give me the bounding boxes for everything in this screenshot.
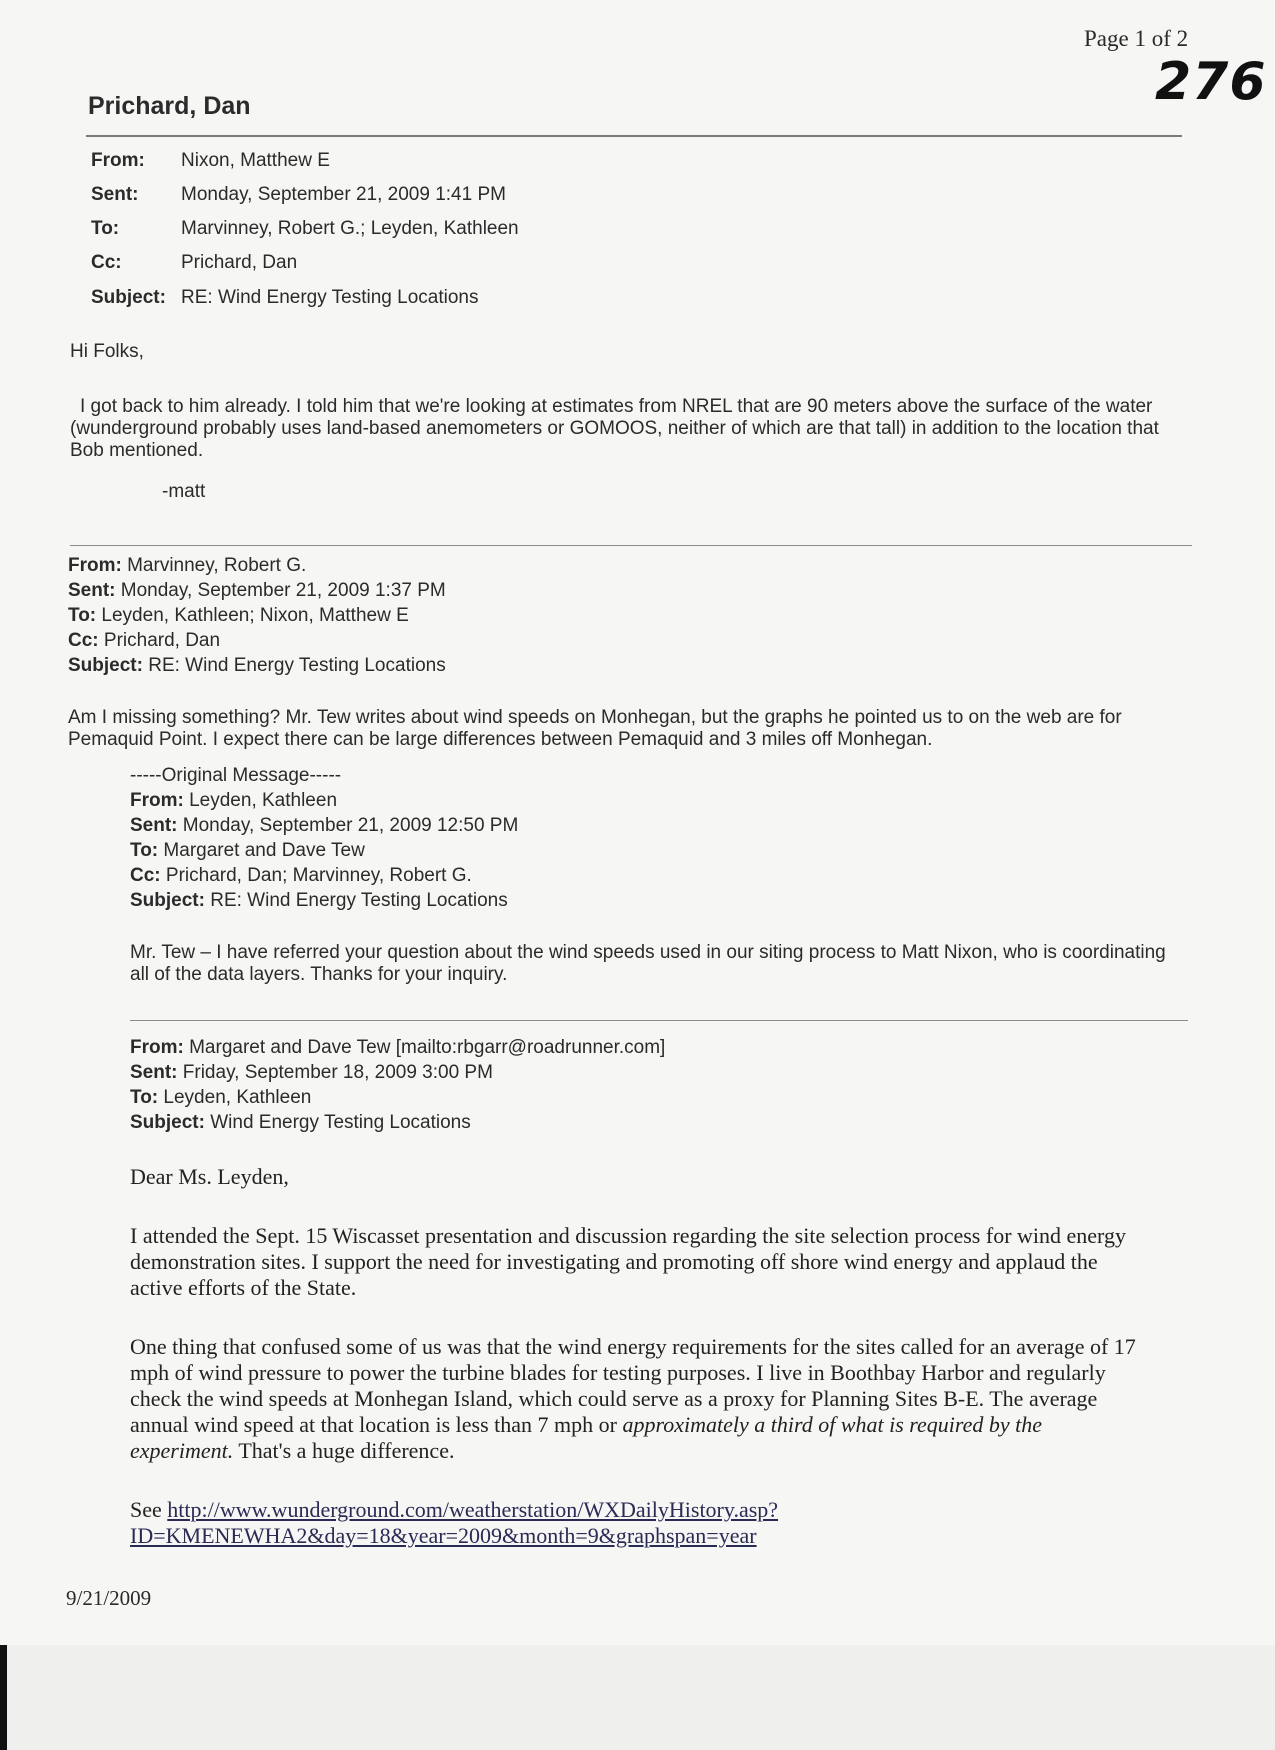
message4-sent: Friday, September 18, 2009 3:00 PM xyxy=(182,1062,493,1083)
message1-sent: Monday, September 21, 2009 1:41 PM xyxy=(181,184,506,205)
message4-subject-line: Subject: Wind Energy Testing Locations xyxy=(130,1112,471,1133)
message2-sent-line: Sent: Monday, September 21, 2009 1:37 PM xyxy=(68,580,446,601)
header-divider xyxy=(86,135,1182,137)
original-message-marker: -----Original Message----- xyxy=(130,765,342,786)
mailbox-owner-name: Prichard, Dan xyxy=(88,92,251,120)
page-number: Page 1 of 2 xyxy=(1084,26,1189,51)
quoted-message-divider xyxy=(130,1020,1188,1021)
message3-subject: RE: Wind Energy Testing Locations xyxy=(210,890,508,911)
message3-from-line: From: Leyden, Kathleen xyxy=(130,790,338,811)
message3-to-line: To: Margaret and Dave Tew xyxy=(130,840,365,861)
message2-subject: RE: Wind Energy Testing Locations xyxy=(148,655,446,676)
message1-body: I got back to him already. I told him that we're looking at estimates from NREL that are 90 meters above the surface of the water (wunderground probably uses land-based anemometers or GOMOOS, neither of which are that tall) in addition to the location that Bob mentioned. xyxy=(70,396,1159,461)
cc-label: Cc: xyxy=(91,252,122,273)
message1-greeting: Hi Folks, xyxy=(70,341,144,362)
message3-from: Leyden, Kathleen xyxy=(189,790,338,811)
scan-edge-mark xyxy=(0,1645,7,1750)
letter-salutation: Dear Ms. Leyden, xyxy=(130,1164,289,1189)
message1-subject: RE: Wind Energy Testing Locations xyxy=(181,287,479,308)
letter-paragraph-1: I attended the Sept. 15 Wiscasset presentation and discussion regarding the site selection process for wind energy demonstration sites. I support the need for investigating and promoting off shore wind energy and applaud the active efforts of the State. xyxy=(130,1223,1126,1300)
wunderground-link-continued[interactable]: ID=KMENEWHA2&day=18&year=2009&month=9&graphspan=year xyxy=(130,1523,757,1548)
subject-label: Subject: xyxy=(91,287,166,308)
handwritten-document-number: 276 xyxy=(1155,52,1267,112)
message2-cc: Prichard, Dan xyxy=(103,630,221,651)
message1-to: Marvinney, Robert G.; Leyden, Kathleen xyxy=(181,218,519,239)
message4-to-line: To: Leyden, Kathleen xyxy=(130,1087,312,1108)
message2-to: Leyden, Kathleen; Nixon, Matthew E xyxy=(101,605,409,626)
message2-from-line: From: Marvinney, Robert G. xyxy=(68,555,307,576)
letter-link-block: See http://www.wunderground.com/weatherstation/WXDailyHistory.asp? ID=KMENEWHA2&day=18&year=2009&month=9&graphspan=year xyxy=(130,1497,779,1548)
message2-cc-line: Cc: Prichard, Dan xyxy=(68,630,221,651)
message2-to-line: To: Leyden, Kathleen; Nixon, Matthew E xyxy=(68,605,409,626)
letter-paragraph-2: One thing that confused some of us was that the wind energy requirements for the sites called for an average of 17 mph of wind pressure to power the turbine blades for testing purposes. I live in Boothbay Harbor and regularly check the wind speeds at Monhegan Island, which could serve as a proxy for Planning Sites B-E. The average annual wind speed at that location is less than 7 mph or approximately a third of what is required by the experiment. That's a huge difference. xyxy=(130,1334,1136,1463)
message3-to: Margaret and Dave Tew xyxy=(163,840,365,861)
message1-from: Nixon, Matthew E xyxy=(181,150,330,171)
message2-sent: Monday, September 21, 2009 1:37 PM xyxy=(120,580,446,601)
message4-to: Leyden, Kathleen xyxy=(163,1087,312,1108)
message1-cc: Prichard, Dan xyxy=(181,252,298,273)
message2-from: Marvinney, Robert G. xyxy=(127,555,307,576)
message3-cc: Prichard, Dan; Marvinney, Robert G. xyxy=(165,865,472,886)
message4-from: Margaret and Dave Tew [mailto:rbgarr@roadrunner.com] xyxy=(189,1037,666,1058)
to-label: To: xyxy=(91,218,120,239)
message2-subject-line: Subject: RE: Wind Energy Testing Locations xyxy=(68,655,446,676)
message4-subject: Wind Energy Testing Locations xyxy=(210,1112,471,1133)
message3-sent-line: Sent: Monday, September 21, 2009 12:50 PM xyxy=(130,815,519,836)
letter-emphasis: approximately a third of what is required by the experiment. xyxy=(130,1412,1043,1463)
message1-signature: -matt xyxy=(162,481,206,502)
message-divider xyxy=(70,545,1192,546)
sent-label: Sent: xyxy=(91,184,139,205)
message3-body: Mr. Tew – I have referred your question about the wind speeds used in our siting process to Matt Nixon, who is coordinating all of the data layers. Thanks for your inquiry. xyxy=(130,942,1166,985)
from-label: From: xyxy=(91,150,145,171)
print-date: 9/21/2009 xyxy=(66,1586,152,1610)
scan-bottom-band xyxy=(0,1645,1275,1750)
message3-sent: Monday, September 21, 2009 12:50 PM xyxy=(182,815,519,836)
message3-cc-line: Cc: Prichard, Dan; Marvinney, Robert G. xyxy=(130,865,472,886)
message3-subject-line: Subject: RE: Wind Energy Testing Locations xyxy=(130,890,508,911)
wunderground-link[interactable]: http://www.wunderground.com/weatherstation/WXDailyHistory.asp? xyxy=(167,1497,779,1522)
message2-body: Am I missing something? Mr. Tew writes about wind speeds on Monhegan, but the graphs he pointed us to on the web are for Pemaquid Point. I expect there can be large differences between Pemaquid and 3 miles off Monhegan. xyxy=(68,707,1122,750)
message4-sent-line: Sent: Friday, September 18, 2009 3:00 PM xyxy=(130,1062,493,1083)
message4-from-line: From: Margaret and Dave Tew [mailto:rbgarr@roadrunner.com] xyxy=(130,1037,666,1058)
